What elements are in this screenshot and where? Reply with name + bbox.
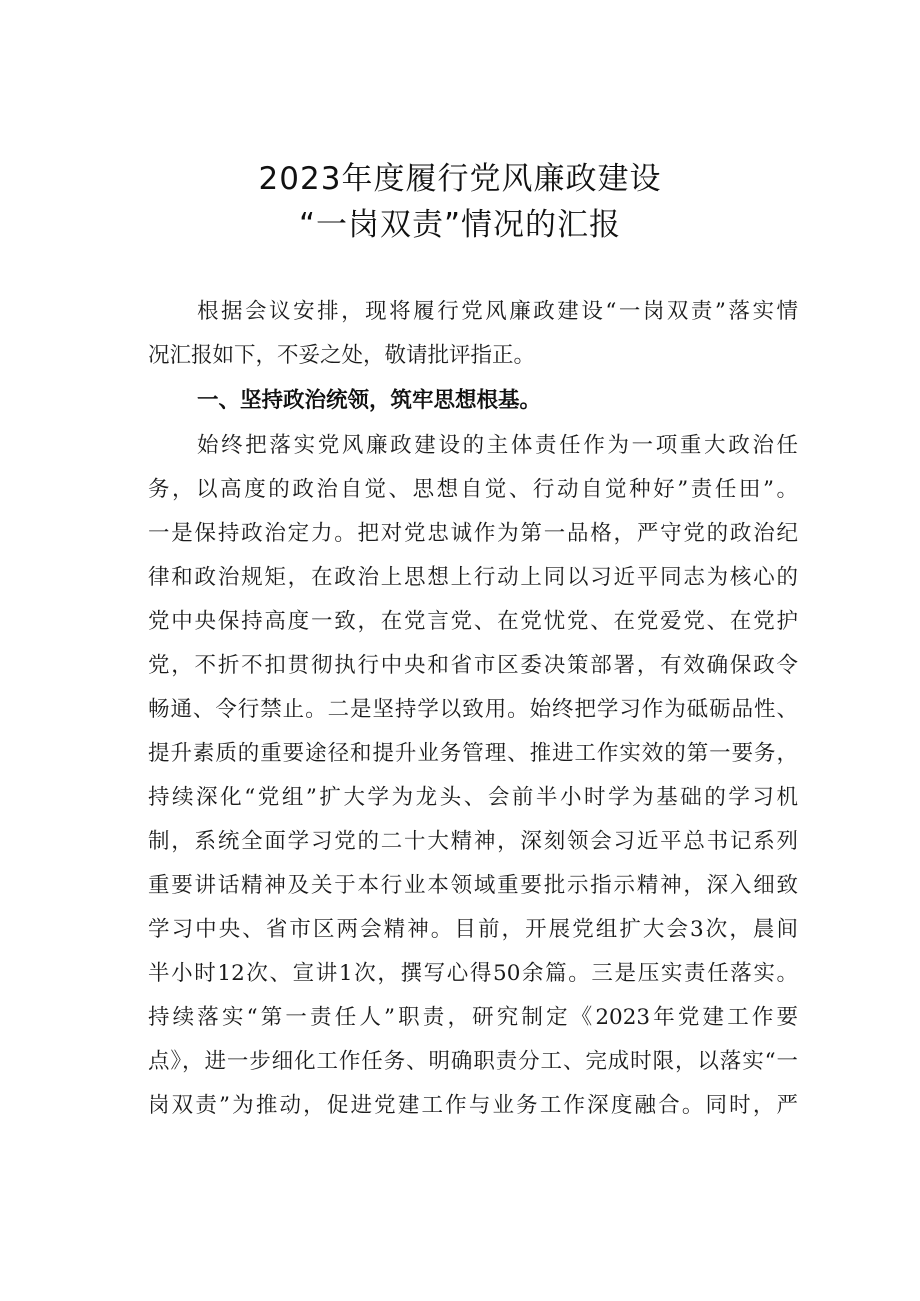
body-line: 学习中央、省市区两会精神。目前，开展党组扩大会3次，晨间 <box>148 917 798 942</box>
body-line: 重要讲话精神及关于本行业本领域重要批示指示精神，深入细致 <box>148 873 798 898</box>
body-line: 律和政治规矩，在政治上思想上行动上同以习近平同志为核心的 <box>148 565 798 590</box>
body-line: 提升素质的重要途径和提升业务管理、推进工作实效的第一要务， <box>148 741 798 766</box>
intro-line-2: 况汇报如下，不妥之处，敬请批评指正。 <box>148 343 536 368</box>
body-line: 岗双责”为推动，促进党建工作与业务工作深度融合。同时，严 <box>148 1093 798 1118</box>
body-line: 持续深化“党组”扩大学为龙头、会前半小时学为基础的学习机 <box>148 785 798 810</box>
intro-line-1: 根据会议安排，现将履行党风廉政建设“一岗双责”落实情 <box>197 299 798 324</box>
section-1-heading: 一、坚持政治统领，筑牢思想根基。 <box>197 388 542 413</box>
body-line: 始终把落实党风廉政建设的主体责任作为一项重大政治任 <box>197 433 798 458</box>
body-line: 务，以高度的政治自觉、思想自觉、行动自觉种好”责任田”。 <box>148 477 798 502</box>
body-line: 党中央保持高度一致，在党言党、在党忧党、在党爱党、在党护 <box>148 609 798 634</box>
body-line: 畅通、令行禁止。二是坚持学以致用。始终把学习作为砥砺品性、 <box>148 697 798 722</box>
body-line: 一是保持政治定力。把对党忠诚作为第一品格，严守党的政治纪 <box>148 521 798 546</box>
body-line: 持续落实“第一责任人”职责，研究制定《2023年党建工作要 <box>148 1005 798 1030</box>
document-title-line-2: “一岗双责”情况的汇报 <box>298 207 622 243</box>
body-line: 党，不折不扣贯彻执行中央和省市区委决策部署，有效确保政令 <box>148 653 798 678</box>
body-line: 制，系统全面学习党的二十大精神，深刻领会习近平总书记系列 <box>148 829 798 854</box>
body-line: 半小时12次、宣讲1次，撰写心得50余篇。三是压实责任落实。 <box>148 961 798 986</box>
document-title-line-1: 2023年度履行党风廉政建设 <box>258 161 662 197</box>
body-line: 点》，进一步细化工作任务、明确职责分工、完成时限，以落实“一 <box>148 1049 798 1074</box>
